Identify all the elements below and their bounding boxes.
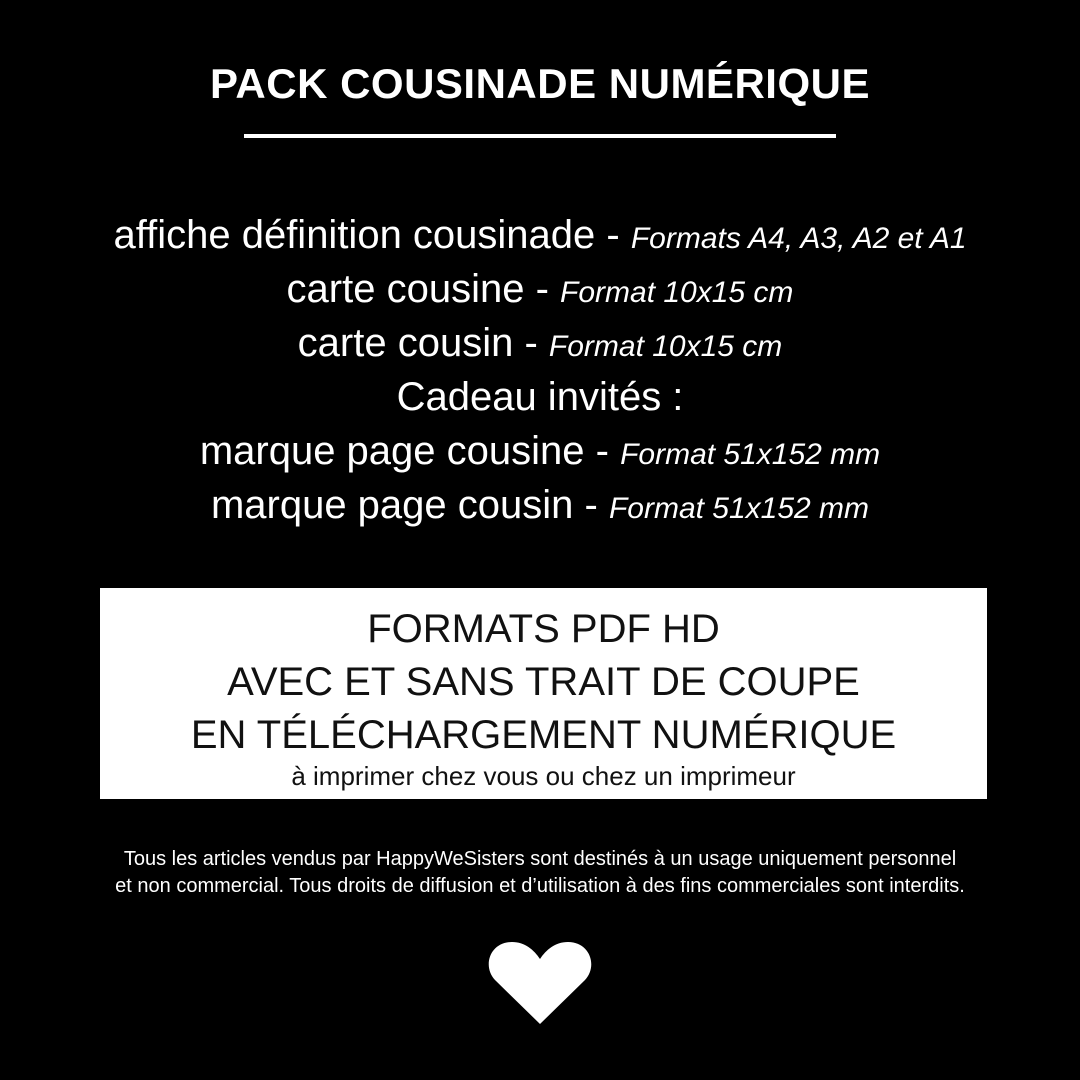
- item-separator: -: [595, 213, 631, 257]
- heart-icon: [488, 938, 592, 1026]
- list-item: [0, 478, 1080, 532]
- item-name: carte cousine: [286, 267, 525, 311]
- item-name: marque page cousin: [210, 483, 574, 527]
- item-format: Formats A4, A3, A2 et A1: [630, 222, 967, 255]
- item-format: Format 10x15 cm: [560, 276, 794, 309]
- list-item: [0, 370, 1080, 424]
- item-format: Format 51x152 mm: [620, 438, 881, 471]
- box-subtitle: à imprimer chez vous ou chez un imprimeur: [291, 761, 796, 791]
- disclaimer: [0, 846, 1080, 900]
- list-item: [0, 424, 1080, 478]
- item-name: Cadeau invités :: [396, 375, 684, 419]
- item-separator: -: [573, 483, 609, 527]
- list-item: [0, 208, 1080, 262]
- box-line-formats: FORMATS PDF HD: [367, 607, 720, 651]
- item-separator: -: [524, 267, 561, 311]
- list-item: [0, 316, 1080, 370]
- item-name: affiche définition cousinade: [113, 213, 596, 257]
- formats-box: [100, 588, 987, 799]
- box-line-download: EN TÉLÉCHARGEMENT NUMÉRIQUE: [190, 713, 897, 757]
- page-title: PACK COUSINADE NUMÉRIQUE: [210, 60, 870, 107]
- item-name: marque page cousine: [199, 429, 585, 473]
- item-format: Format 10x15 cm: [548, 330, 783, 363]
- title-divider: [244, 134, 836, 138]
- list-item: [0, 262, 1080, 316]
- item-separator: -: [584, 429, 621, 473]
- item-separator: -: [513, 321, 549, 365]
- product-list: [0, 208, 1080, 532]
- disclaimer-line: Tous les articles vendus par HappyWeSisters sont destinés à un usage uniquement personnel: [123, 848, 957, 870]
- item-format: Format 51x152 mm: [608, 492, 870, 525]
- disclaimer-line: et non commercial. Tous droits de diffusion et d’utilisation à des fins commerciales sont interdits.: [115, 875, 965, 897]
- item-name: carte cousin: [297, 321, 514, 365]
- box-line-cut-marks: AVEC ET SANS TRAIT DE COUPE: [227, 660, 860, 704]
